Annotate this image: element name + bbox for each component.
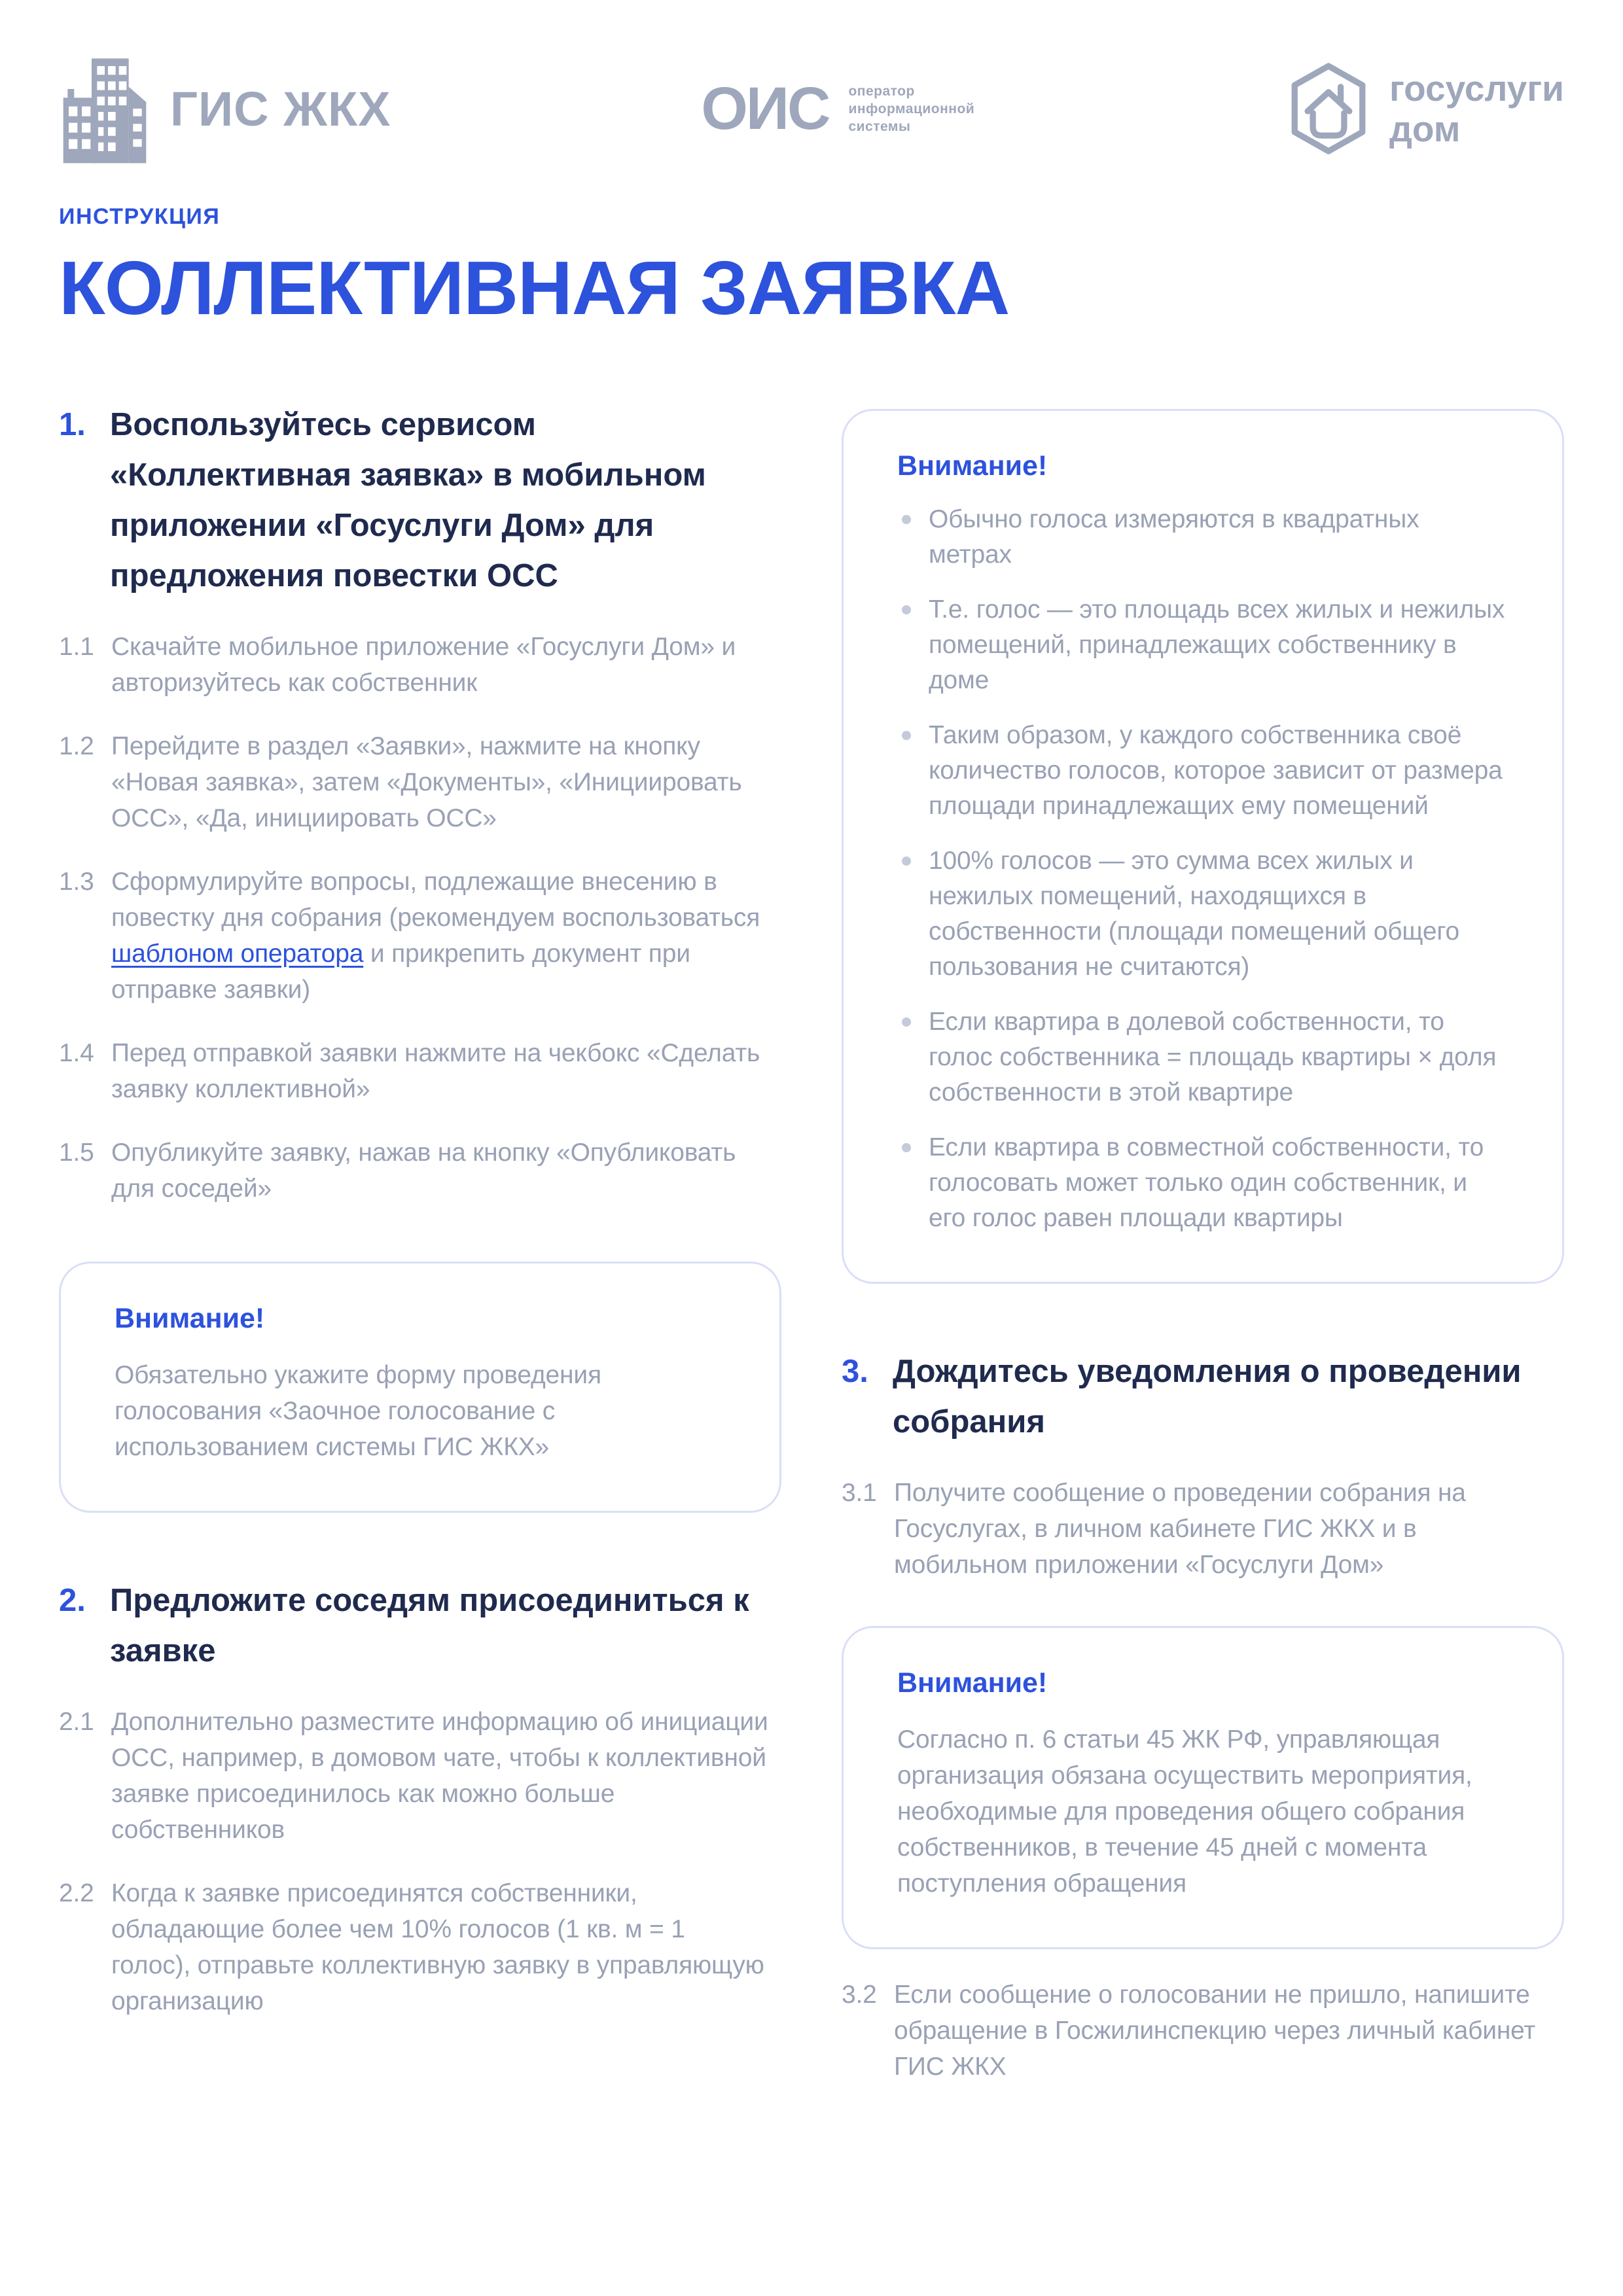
item-number: 1.4 [59, 1038, 94, 1067]
item-text: Если сообщение о голосовании не пришло, напишите обращение в Госжилинспекцию через личный кабинет ГИС ЖКХ [894, 1980, 1536, 2081]
section-2-items [59, 1704, 781, 2019]
item-text: Дополнительно разместите информацию об инициации ОСС, например, в домовом чате, чтобы к коллективной заявке присоединилось как можно больше собственников [111, 1707, 768, 1844]
gosuslugi-dom-logo-text [1389, 68, 1564, 149]
item-number: 3.2 [842, 1980, 877, 2009]
section-1-heading [59, 400, 781, 601]
attention-box-2 [842, 409, 1564, 1284]
section-heading-text: Предложите соседям присоединиться к заявке [110, 1582, 749, 1669]
attention-box-3 [842, 1626, 1564, 1949]
instruction-item [59, 1704, 781, 1848]
attention-bullet: Таким образом, у каждого собственника своё количество голосов, которое зависит от размера площади принадлежащих ему помещений [897, 718, 1508, 824]
attention-box-1 [59, 1262, 781, 1513]
eyebrow-label: ИНСТРУКЦИЯ [59, 204, 221, 229]
ois-sub-line: системы [848, 118, 911, 134]
section-number: 1. [59, 406, 86, 442]
attention-bullet-list [897, 502, 1508, 1236]
section-3-items [842, 1475, 1564, 1583]
attention-bullet: 100% голосов — это сумма всех жилых и нежилых помещений, находящихся в собственности (площади помещений общего пользования не считаются) [897, 843, 1508, 985]
house-hexagon-icon [1285, 61, 1372, 156]
header [59, 56, 1564, 161]
gis-zhkh-logo [59, 54, 391, 164]
attention-bullet: Т.е. голос — это площадь всех жилых и нежилых помещений, принадлежащих собственнику в доме [897, 592, 1508, 698]
item-text: Опубликуйте заявку, нажав на кнопку «Опубликовать для соседей» [111, 1138, 736, 1203]
attention-bullet: Если квартира в долевой собственности, то голос собственника = площадь квартиры × доля собственности в этой квартире [897, 1004, 1508, 1110]
item-number: 2.1 [59, 1707, 94, 1736]
item-number: 2.2 [59, 1879, 94, 1907]
attention-bullet: Обычно голоса измеряются в квадратных метрах [897, 502, 1508, 573]
item-text: Сформулируйте вопросы, подлежащие внесению в повестку дня собрания (рекомендуем воспользоваться шаблоном оператора и прикрепить документ при отправке заявки) [111, 867, 760, 1004]
instruction-item [59, 629, 781, 701]
item-text: Получите сообщение о проведении собрания на Госуслугах, в личном кабинете ГИС ЖКХ и в мобильном приложении «Госуслуги Дом» [894, 1478, 1466, 1579]
instruction-item [59, 1875, 781, 2019]
buildings-icon [59, 54, 157, 164]
item-number: 1.3 [59, 867, 94, 896]
ois-logo-text: ОИС [701, 75, 829, 142]
dom-text-line2: дом [1389, 109, 1461, 149]
page-title: КОЛЛЕКТИВНАЯ ЗАЯВКА [59, 245, 1010, 330]
instruction-item [59, 728, 781, 836]
section-1 [59, 400, 781, 1207]
ois-sub-line: информационной [848, 101, 975, 116]
instruction-item [59, 864, 781, 1008]
section-1-items [59, 629, 781, 1207]
content-columns [59, 400, 1564, 2085]
operator-template-link[interactable]: шаблоном оператора [111, 939, 364, 968]
attention-title: Внимание! [897, 1667, 1048, 1699]
attention-title: Внимание! [115, 1302, 265, 1334]
right-column [842, 400, 1564, 2085]
section-3-heading [842, 1347, 1564, 1447]
ois-sub-line: оператор [848, 83, 915, 99]
item-text: Когда к заявке присоединятся собственники, обладающие более чем 10% голосов (1 кв. м = 1 голос), отправьте коллективную заявку в управляющую организацию [111, 1879, 764, 2015]
item-text: Перед отправкой заявки нажмите на чекбокс «Сделать заявку коллективной» [111, 1038, 760, 1103]
item-number: 3.1 [842, 1478, 877, 1507]
item-number: 1.5 [59, 1138, 94, 1167]
attention-text: Согласно п. 6 статьи 45 ЖК РФ, управляющая организация обязана осуществить мероприятия, необходимые для проведения общего собрания собственников, в течение 45 дней с момента поступления обращения [897, 1725, 1472, 1898]
attention-text: Обязательно укажите форму проведения голосования «Заочное голосование с использованием системы ГИС ЖКХ» [115, 1360, 601, 1461]
item-number: 1.1 [59, 632, 94, 661]
dom-text-line1: госуслуги [1389, 68, 1564, 109]
section-number: 3. [842, 1353, 868, 1389]
section-3 [842, 1347, 1564, 2085]
instruction-item [59, 1035, 781, 1107]
attention-bullet: Если квартира в совместной собственности, то голосовать может только один собственник, и его голос равен площади квартиры [897, 1130, 1508, 1236]
section-2 [59, 1576, 781, 2019]
item-number: 1.2 [59, 732, 94, 760]
ois-logo-subtitle [848, 82, 974, 135]
section-2-heading [59, 1576, 781, 1676]
gosuslugi-dom-logo [1285, 61, 1564, 156]
attention-title: Внимание! [897, 450, 1048, 482]
instruction-item [842, 1977, 1564, 2085]
item-text: Перейдите в раздел «Заявки», нажмите на кнопку «Новая заявка», затем «Документы», «Инициировать ОСС», «Да, инициировать ОСС» [111, 732, 742, 832]
ois-logo [701, 75, 975, 142]
item-text: Скачайте мобильное приложение «Госуслуги Дом» и авторизуйтесь как собственник [111, 632, 736, 697]
instruction-item [842, 1475, 1564, 1583]
section-heading-text: Дождитесь уведомления о проведении собрания [893, 1353, 1522, 1439]
instruction-item [59, 1135, 781, 1207]
section-3-items-after [842, 1977, 1564, 2085]
section-number: 2. [59, 1582, 86, 1618]
section-heading-text: Воспользуйтесь сервисом «Коллективная заявка» в мобильном приложении «Госуслуги Дом» для предложения повестки ОСС [110, 406, 706, 593]
left-column [59, 400, 781, 2085]
gis-zhkh-logo-text: ГИС ЖКХ [170, 81, 391, 136]
